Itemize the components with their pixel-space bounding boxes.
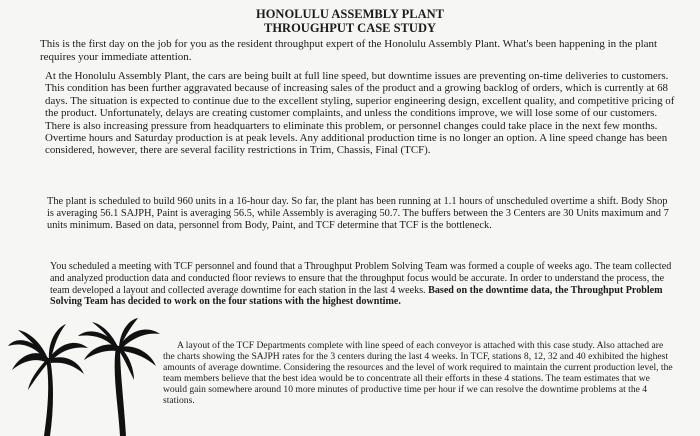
meeting-paragraph xyxy=(50,261,674,308)
page-title: HONOLULU ASSEMBLY PLANT xyxy=(255,7,444,21)
page-subtitle: THROUGHPUT CASE STUDY xyxy=(263,21,437,35)
palm-tree-icon xyxy=(8,318,166,436)
schedule-paragraph: The plant is scheduled to build 960 units in a 16-hour day. So far, the plant has been running at 1.1 hours of unscheduled overtime a shift. Body Shop is averaging 56.1 SAJPH, Paint is averaging 56.5, while Assembly is averaging 50.7. The buffers between the 3 Centers are 30 Units maximum and 7 units minimum. Based on data, personnel from Body, Paint, and TCF determine that TCF is the bottleneck. xyxy=(47,196,669,232)
meeting-bold-text: Based on the downtime data, the Throughput Problem Solving Team has decided to work on the four stations with the highest downtime. xyxy=(50,284,663,308)
layout-paragraph: A layout of the TCF Departments complete with line speed of each conveyor is attached with this case study. Also attached are the charts showing the SAJPH rates for the 3 centers during the last 4 weeks. In TCF, stations 8, 12, 32 and 40 exhibited the highest amounts of average downtime. Considering the resources and the level of work required to maintain the current production level, the team members believe that the best idea would be to concentrate all their efforts in these 4 stations. The team estimates that we would gain somewhere around 10 more minutes of productive time per hour if we can resolve the downtime problems at the 4 stations. xyxy=(163,340,673,407)
meeting-text: You scheduled a meeting with TCF personnel and found that a Throughput Problem Solving Team was formed a couple of weeks ago. The team collected and analyzed production data and conducted floor reviews to ensure that the throughput focus would be accurate. In order to understand the process, the team developed a layout and collected average downtime for each station in the last 4 weeks. xyxy=(50,261,672,296)
situation-paragraph: At the Honolulu Assembly Plant, the cars are being built at full line speed, but downtime issues are preventing on-time deliveries to customers. This condition has been further aggravated because of increasing sales of the product and a growing backlog of orders, which is currently at 68 days. The situation is expected to continue due to the excellent styling, superior engineering design, excellent quality, and competitive pricing of the product. Unfortunately, delays are creating customer complaints, and unless the conditions improve, we will lose some of our customers. There is also increasing pressure from headquarters to eliminate this problem, or personnel changes could take place in the next few months. Overtime hours and Saturday production is at peak levels. Any additional production time is no longer an option. A line speed change has been considered, however, there are several facility restrictions in Trim, Chassis, Final (TCF). xyxy=(45,70,675,157)
intro-paragraph: This is the first day on the job for you as the resident throughput expert of the Honolulu Assembly Plant. What's been happening in the plant requires your immediate attention. xyxy=(40,38,658,63)
